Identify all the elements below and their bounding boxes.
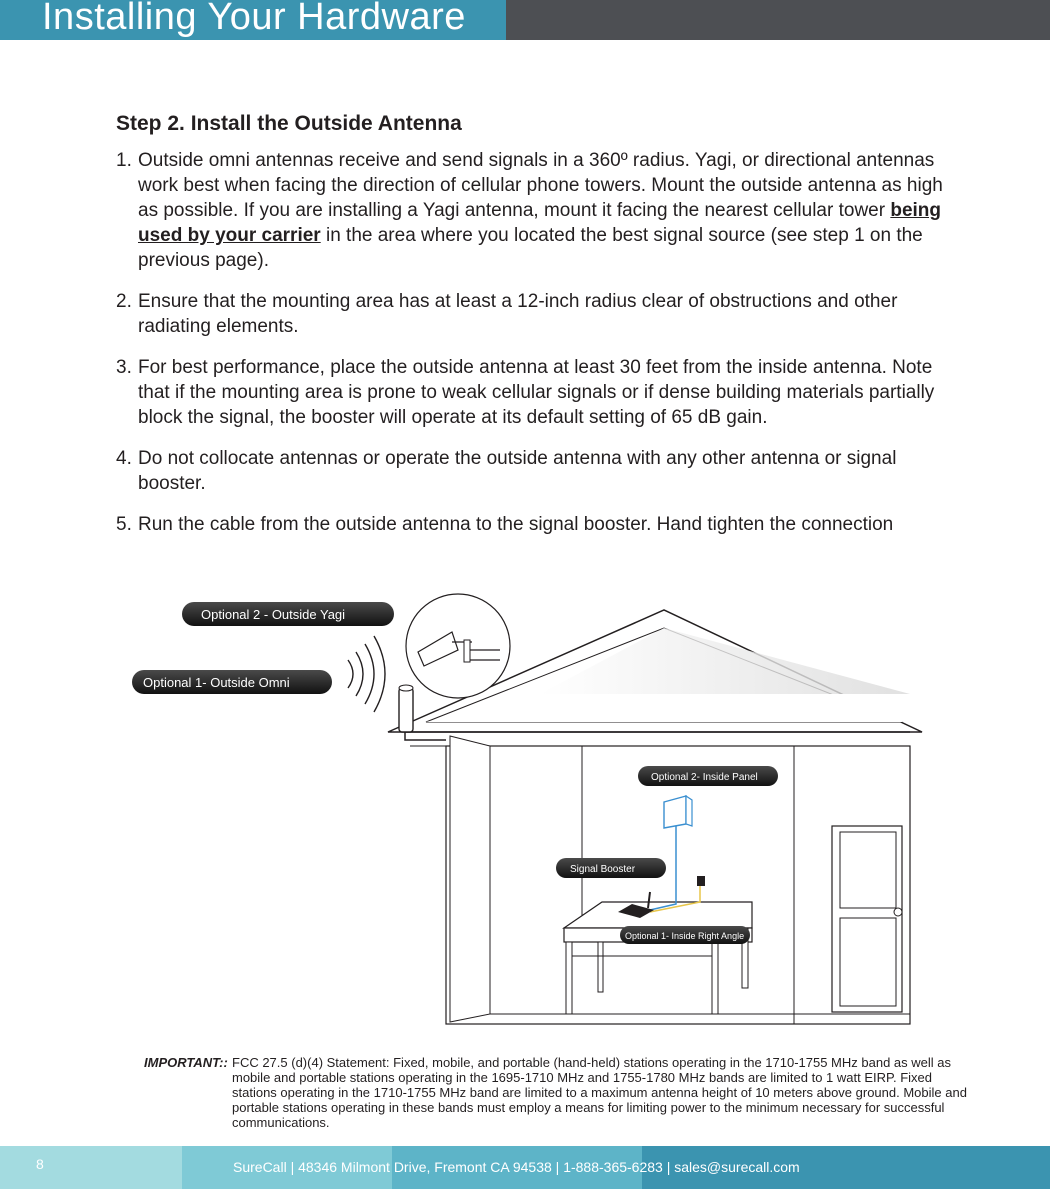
step-text: For best performance, place the outside antenna at least 30 feet from the inside antenna. Note that if the mounting area is prone to weak cellular signals or if dense building materials partially block the signal, the booster will operate at its default setting of 65 dB gain. [138,357,935,428]
page-footer [0,1146,1050,1189]
label-omni-pill [132,670,332,694]
step-number: 2. [116,291,132,312]
step-item-1 [116,148,946,273]
installation-diagram [0,590,1050,1040]
inside-panel-antenna [664,796,692,828]
important-text: FCC 27.5 (d)(4) Statement: Fixed, mobile, and portable (hand-held) stations operating in the 1710-1755 MHz band as well as mobile and portable stations operating in the 1695-1710 MHz and 1755-1780 MHz bands are limited to 1 watt EIRP. Fixed stations operating in the 1710-1755 MHz band are limited to a maximum antenna height of 10 meters above ground. Mobile and portable stations operating in these bands must employ a means for limiting power to the minimum necessary for successful communications. [232,1055,967,1130]
label-panel: Optional 2- Inside Panel [651,772,758,783]
step-text-before-link: Outside omni antennas receive and send signals in a 360º radius. Yagi, or directional antennas work best when facing the direction of cellular phone towers. Mount the outside antenna as high as possible. If you are installing a Yagi antenna, mount it facing the nearest cellular tower [138,150,943,221]
page-title: Installing Your Hardware [42,0,466,38]
label-yagi: Optional 2 - Outside Yagi [201,607,346,622]
label-omni: Optional 1- Outside Omni [143,675,290,690]
label-panel-pill [638,766,778,786]
step-item-5 [116,512,946,537]
step-item-4 [116,446,946,496]
label-right-angle-pill [620,926,750,944]
page-header [0,0,1050,40]
inside-right-angle-antenna [697,876,705,886]
outside-omni-antenna [399,685,413,732]
step-number: 1. [116,150,132,171]
step-text: Ensure that the mounting area has at least a 12-inch radius clear of obstructions and other radiating elements. [138,291,898,337]
footer-contact: SureCall | 48346 Milmont Drive, Fremont CA 94538 | 1-888-365-6283 | sales@surecall.com [233,1159,800,1175]
important-label [144,1055,228,1070]
outside-yagi-antenna [406,594,510,698]
steps-list [116,148,946,553]
important-label-text: IMPORTANT [144,1055,220,1070]
step-text-after-link: in the area where you located the best signal source (see step 1 on the previous page). [138,225,923,271]
step-item-3 [116,355,946,430]
section-heading: Step 2. Install the Outside Antenna [116,112,462,135]
step-text: Do not collocate antennas or operate the outside antenna with any other antenna or signal booster. [138,448,897,494]
carrier-link[interactable]: being used by your carrier [138,200,942,246]
signal-waves [348,636,385,712]
header-dark-block [506,0,1050,40]
label-booster: Signal Booster [570,864,636,875]
page-number: 8 [36,1156,44,1172]
step-number: 4. [116,448,132,469]
door [832,826,902,1012]
step-number: 3. [116,357,132,378]
footer-segment [0,1146,182,1189]
label-booster-pill [556,858,666,878]
step-number: 5. [116,514,132,535]
step-item-2 [116,289,946,339]
label-right-angle: Optional 1- Inside Right Angle [625,931,745,941]
label-yagi-pill [182,602,394,626]
important-separator: :: [219,1055,228,1070]
step-text: Run the cable from the outside antenna to the signal booster. Hand tighten the connection [138,514,894,535]
